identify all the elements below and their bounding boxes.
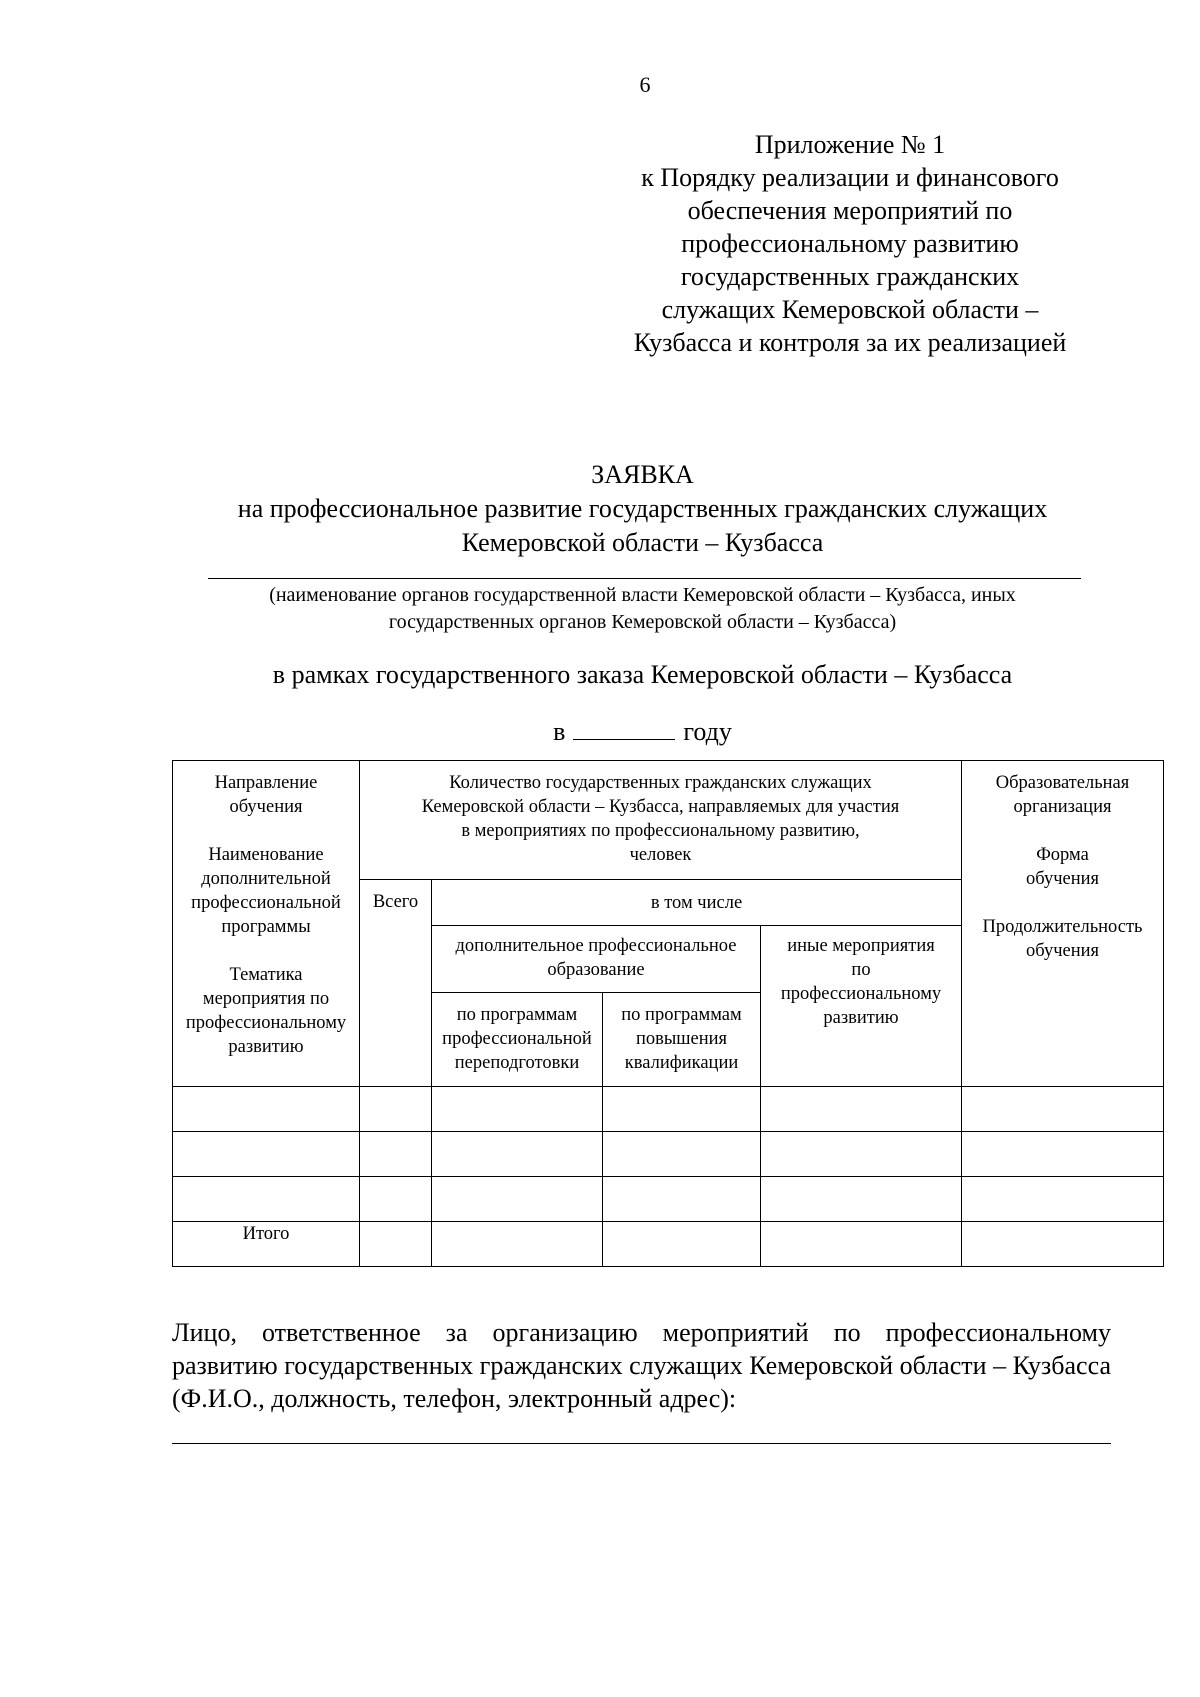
table-cell[interactable] <box>173 1087 360 1132</box>
appendix-line: Кузбасса и контроля за их реализацией <box>633 328 1067 357</box>
year-prefix: в <box>553 717 566 746</box>
header-total: Всего <box>360 880 432 1087</box>
header-text: квалификации <box>624 1053 739 1073</box>
year-input-blank[interactable] <box>573 715 675 740</box>
table-cell[interactable] <box>603 1132 761 1177</box>
header-text: программы <box>221 917 311 937</box>
total-row-label: Итого <box>173 1222 360 1267</box>
org-name-underline[interactable] <box>208 578 1081 579</box>
page-number: 6 <box>639 72 651 97</box>
header-text: по программам <box>456 1005 578 1025</box>
table-cell[interactable] <box>603 1087 761 1132</box>
table-cell[interactable] <box>432 1087 603 1132</box>
caption-line: (наименование органов государственной власти Кемеровской области – Кузбасса, иных <box>269 584 1016 606</box>
header-text: иные мероприятия <box>787 936 935 956</box>
header-text: обучения <box>1025 941 1100 961</box>
header-text: профессиональной <box>191 893 341 913</box>
total-row <box>173 1222 1164 1267</box>
header-text: по <box>851 960 871 980</box>
header-text: мероприятия по <box>202 989 330 1009</box>
header-text: в мероприятиях по профессиональному развитию, <box>461 821 860 841</box>
header-text: повышения <box>635 1029 728 1049</box>
document-title <box>150 458 1135 560</box>
table-cell[interactable] <box>432 1132 603 1177</box>
header-text: развитию <box>228 1037 304 1057</box>
header-text: человек <box>629 845 692 865</box>
header-text: Количество государственных гражданских служащих <box>449 773 872 793</box>
table-cell[interactable] <box>761 1222 962 1267</box>
year-suffix: году <box>683 717 732 746</box>
header-text: дополнительной <box>201 869 331 889</box>
header-text: организация <box>1013 797 1112 817</box>
table-row <box>173 1177 1164 1222</box>
header-text: Направление <box>214 773 318 793</box>
header-text: профессиональному <box>780 984 942 1004</box>
title-heading: ЗАЯВКА <box>591 460 694 489</box>
title-line: на профессиональное развитие государственных гражданских служащих <box>237 494 1048 523</box>
header-text: профессиональному <box>185 1013 347 1033</box>
title-line: Кемеровской области – Кузбасса <box>461 528 824 557</box>
year-line <box>150 715 1135 747</box>
header-organization <box>962 761 1164 1087</box>
appendix-line: Приложение № 1 <box>754 130 946 159</box>
org-name-caption <box>150 582 1135 636</box>
header-text: Наименование <box>208 845 324 865</box>
header-text: переподготовки <box>454 1053 580 1073</box>
table-cell[interactable] <box>432 1177 603 1222</box>
table-cell[interactable] <box>360 1132 432 1177</box>
framework-line: в рамках государственного заказа Кемеровской области – Кузбасса <box>272 660 1013 689</box>
header-text: Тематика <box>229 965 303 985</box>
header-text: дополнительное профессиональное <box>455 936 737 956</box>
table-cell[interactable] <box>761 1087 962 1132</box>
table-cell[interactable] <box>360 1087 432 1132</box>
header-text: обучения <box>229 797 303 817</box>
header-text: Кемеровской области – Кузбасса, направляемых для участия <box>421 797 900 817</box>
table-cell[interactable] <box>962 1087 1164 1132</box>
header-text: образование <box>547 960 645 980</box>
header-text: обучения <box>1025 869 1100 889</box>
header-qualification <box>603 993 761 1087</box>
table-row <box>173 1132 1164 1177</box>
header-text: Образовательная <box>995 773 1130 793</box>
table-cell[interactable] <box>761 1177 962 1222</box>
header-including: в том числе <box>432 880 962 926</box>
appendix-line: служащих Кемеровской области – <box>661 295 1039 324</box>
table-cell[interactable] <box>432 1222 603 1267</box>
table-cell[interactable] <box>360 1222 432 1267</box>
table-cell[interactable] <box>962 1222 1164 1267</box>
header-count <box>360 761 962 880</box>
table-cell[interactable] <box>603 1222 761 1267</box>
table-cell[interactable] <box>173 1132 360 1177</box>
table-cell[interactable] <box>761 1132 962 1177</box>
table-row <box>173 1087 1164 1132</box>
table-cell[interactable] <box>603 1177 761 1222</box>
header-text: развитию <box>823 1008 899 1028</box>
responsible-person-underline[interactable] <box>172 1443 1111 1444</box>
header-text: Форма <box>1036 845 1089 865</box>
caption-line: государственных органов Кемеровской области – Кузбасса) <box>388 611 897 633</box>
table-cell[interactable] <box>173 1177 360 1222</box>
appendix-line: государственных гражданских <box>680 262 1020 291</box>
header-retraining <box>432 993 603 1087</box>
table-cell[interactable] <box>962 1132 1164 1177</box>
appendix-line: профессиональному развитию <box>681 229 1019 258</box>
table-cell[interactable] <box>360 1177 432 1222</box>
application-table <box>172 760 1164 1267</box>
appendix-line: обеспечения мероприятий по <box>687 196 1013 225</box>
header-text: профессиональной <box>442 1029 592 1049</box>
header-other-events <box>761 926 962 1087</box>
appendix-header <box>600 128 1100 359</box>
responsible-person-text: Лицо, ответственное за организацию мероприятий по профессиональному развитию государственных гражданских служащих Кемеровской области – Кузбасса (Ф.И.О., должность, телефон, электронный адрес): <box>172 1318 1111 1413</box>
header-text: по программам <box>621 1005 742 1025</box>
table-cell[interactable] <box>962 1177 1164 1222</box>
header-additional-education <box>432 926 761 993</box>
appendix-line: к Порядку реализации и финансового <box>641 163 1059 192</box>
header-direction <box>173 761 360 1087</box>
header-text: Продолжительность <box>982 917 1143 937</box>
